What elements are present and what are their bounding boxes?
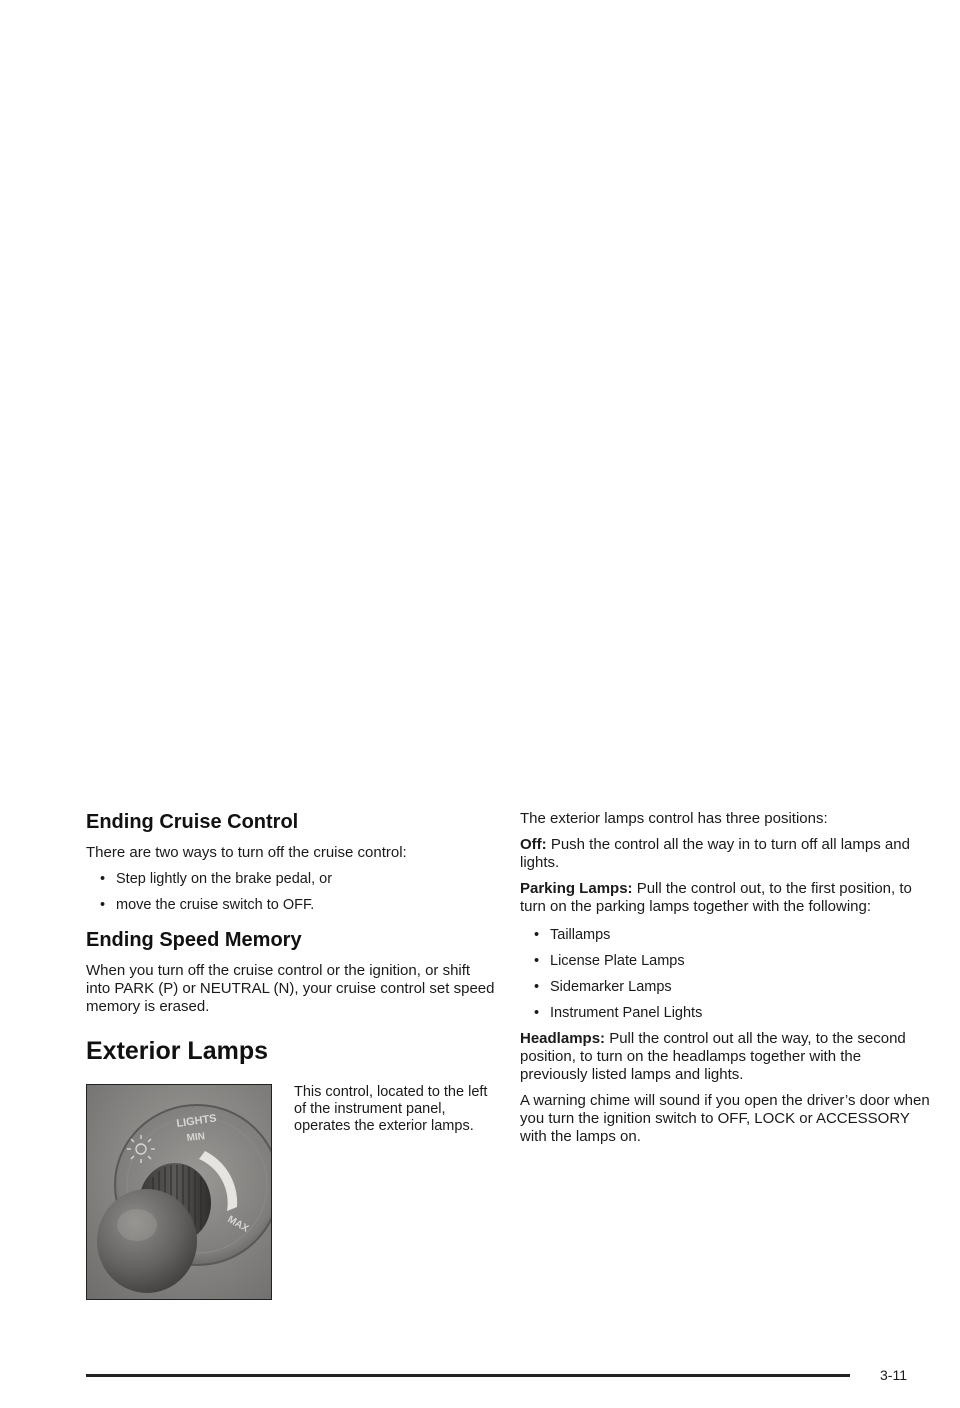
list-item: • License Plate Lamps	[534, 953, 685, 969]
list-item: • Instrument Panel Lights	[534, 1005, 703, 1021]
off-label: Off:	[520, 836, 547, 853]
max-label: MAX	[225, 1214, 251, 1235]
lights-label: LIGHTS	[175, 1112, 218, 1130]
exterior-lamps-caption: This control, located to the left of the instrument panel, operates the exterior lamps.	[294, 1084, 488, 1134]
list-item: • move the cruise switch to OFF.	[100, 897, 315, 913]
bullet-icon: •	[100, 897, 106, 913]
off-description: Off: Push the control all the way in to turn off all lamps and lights.	[520, 836, 910, 871]
left-column	[86, 810, 496, 1309]
positions-intro: The exterior lamps control has three positions:	[520, 810, 828, 827]
parking-label: Parking Lamps:	[520, 880, 633, 897]
parking-description: Parking Lamps: Pull the control out, to the first position, to turn on the parking lamps together with the following:	[520, 880, 912, 915]
warning-chime-text: A warning chime will sound if you open the driver’s door when you turn the ignition switch to OFF, LOCK or ACCESSORY with the lamps on.	[520, 1092, 930, 1145]
lamp-control-photo	[86, 1084, 272, 1300]
heading-exterior-lamps: Exterior Lamps	[86, 1037, 269, 1065]
speed-memory-body: When you turn off the cruise control or the ignition, or shift into PARK (P) or NEUTRAL (N), your cruise control set speed memory is erased.	[86, 962, 495, 1015]
cruise-bullet-list	[86, 870, 496, 914]
headlamps-description: Headlamps: Pull the control out all the way, to the second position, to turn on the headlamps together with the previously listed lamps and lights.	[520, 1030, 906, 1083]
footer-rule	[86, 1374, 850, 1377]
bullet-icon: •	[534, 927, 540, 943]
list-item: • Sidemarker Lamps	[534, 979, 672, 995]
bullet-icon: •	[534, 979, 540, 995]
exterior-lamps-figure	[86, 1084, 496, 1309]
heading-ending-cruise-control: Ending Cruise Control	[86, 811, 299, 833]
min-label: MIN	[186, 1131, 206, 1144]
bullet-icon: •	[534, 953, 540, 969]
list-item: • Taillamps	[534, 927, 611, 943]
headlamps-label: Headlamps:	[520, 1030, 606, 1047]
bullet-icon: •	[100, 871, 106, 887]
headlamp-knob-illustration	[87, 1085, 272, 1300]
page-number: 3-11	[880, 1367, 907, 1383]
parking-lamps-list	[520, 926, 930, 1022]
cruise-intro: There are two ways to turn off the cruise control:	[86, 844, 407, 861]
right-column	[520, 810, 930, 1154]
list-item: • Step lightly on the brake pedal, or	[100, 871, 333, 887]
bullet-icon: •	[534, 1005, 540, 1021]
heading-ending-speed-memory: Ending Speed Memory	[86, 929, 302, 951]
